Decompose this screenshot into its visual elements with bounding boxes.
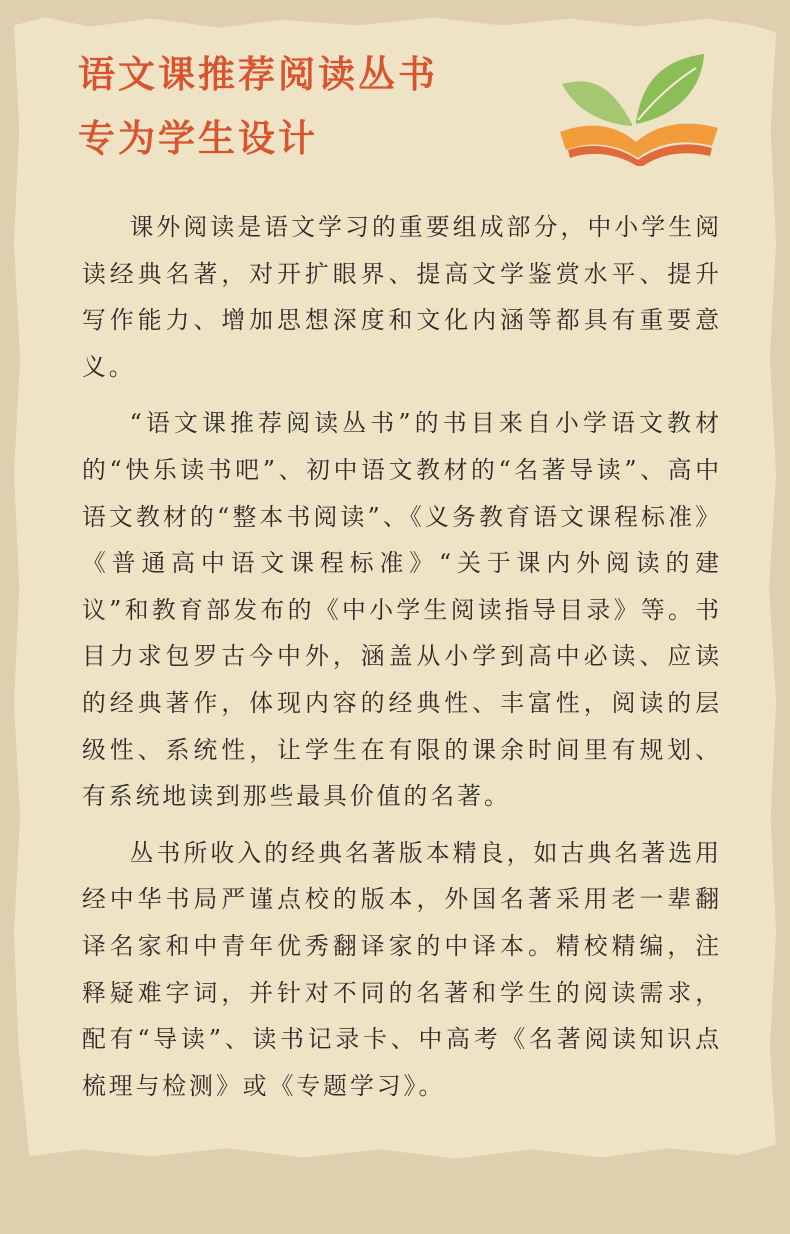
- paragraph-2: “语文课推荐阅读丛书”的书目来自小学语文教材的“快乐读书吧”、初中语文教材的“名著导读”、高中语文教材的“整本书阅读”、《义务教育语文课程标准》《普通高中语文课程标准》“关于课内外阅读的建议”和教育部发布的《中小学生阅读指导目录》等。书目力求包罗古今中外，涵盖从小学到高中必读、应读的经典著作，体现内容的经典性、丰富性，阅读的层级性、系统性，让学生在有限的课余时间里有规划、有系统地读到那些最具价值的名著。: [82, 409, 722, 811]
- paragraph-1: 课外阅读是语文学习的重要组成部分，中小学生阅读经典名著，对开扩眼界、提高文学鉴赏水平、提升写作能力、增加思想深度和文化内涵等都具有重要意义。: [82, 213, 722, 381]
- title-line-1: 语文课推荐阅读丛书: [78, 52, 438, 96]
- body-text: [82, 204, 722, 1119]
- open-book-leaves-icon: [552, 46, 722, 166]
- paragraph-3: 丛书所收入的经典名著版本精良，如古典名著选用经中华书局严谨点校的版本，外国名著采用老一辈翻译名家和中青年优秀翻译家的中译本。精校精编，注释疑难字词，并针对不同的名著和学生的阅读需求，配有“导读”、读书记录卡、中高考《名著阅读知识点梳理与检测》或《专题学习》。: [82, 838, 722, 1100]
- title-line-2: 专为学生设计: [78, 116, 318, 160]
